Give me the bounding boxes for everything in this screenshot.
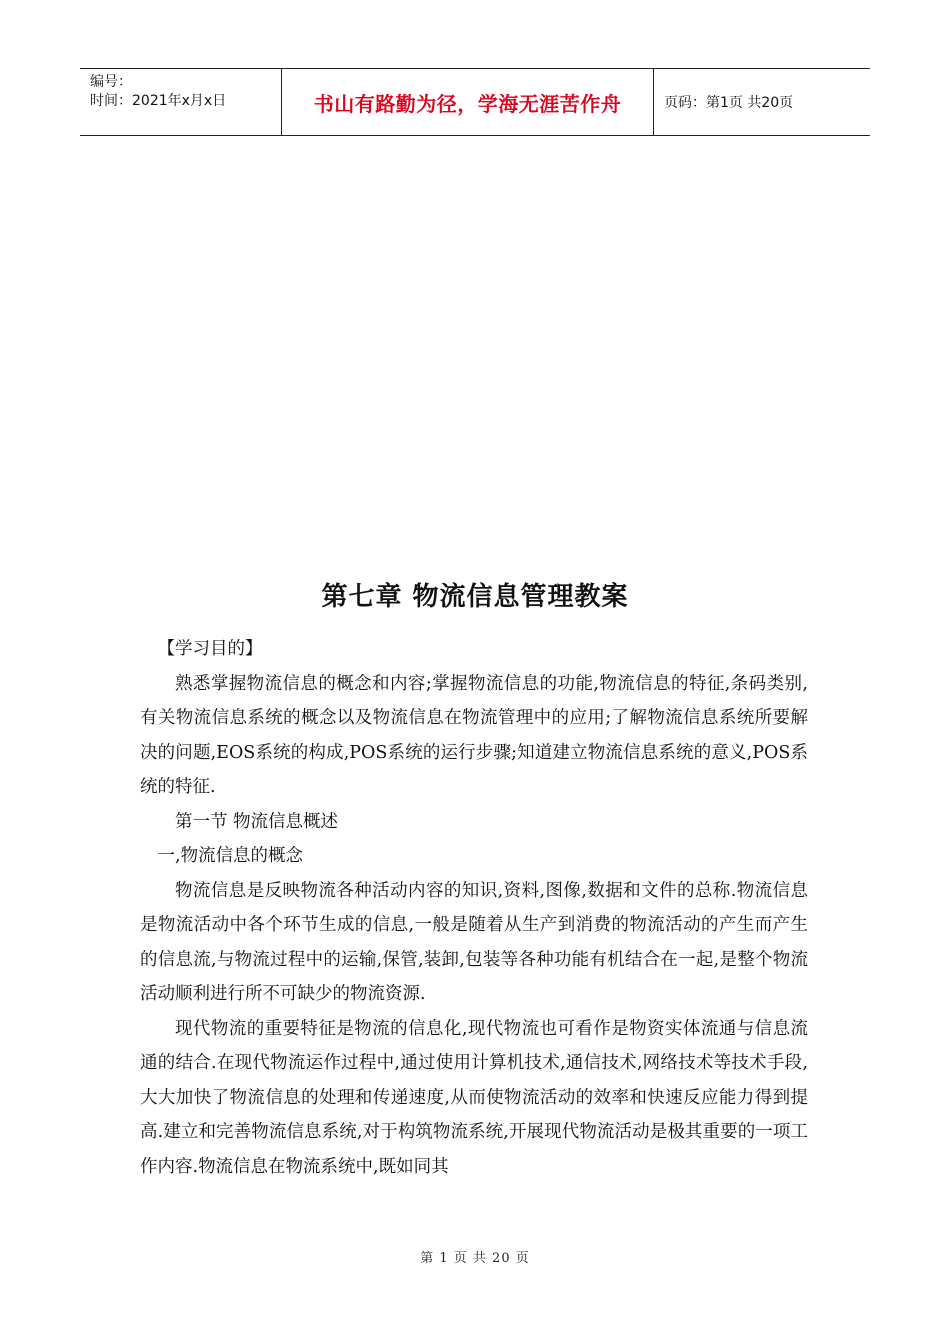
header-motto-cell: [282, 69, 654, 135]
page-info: 页码：第1页 共20页: [664, 95, 794, 111]
page-header: [80, 68, 870, 136]
header-page-cell: [654, 69, 870, 135]
body-paragraph: 物流信息是反映物流各种活动内容的知识,资料,图像,数据和文件的总称.物流信息是物流活动中各个环节生成的信息,一般是随着从生产到消费的物流活动的产生而产生的信息流,与物流过程中的运输,保管,装卸,包装等各种功能有机结合在一起,是整个物流活动顺利进行所不可缺少的物流资源.: [140, 880, 808, 1004]
document-title: 第七章 物流信息管理教案: [321, 582, 629, 612]
document-body: [140, 632, 808, 1184]
body-paragraph: 现代物流的重要特征是物流的信息化,现代物流也可看作是物资实体流通与信息流通的结合.在现代物流运作过程中,通过使用计算机技术,通信技术,网络技术等技术手段,大大加快了物流信息的处理和传递速度,从而使物流活动的效率和快速反应能力得到提高.建立和完善物流信息系统,对于构筑物流系统,开展现代物流活动是极其重要的一项工作内容.物流信息在物流系统中,既如同其: [140, 1018, 808, 1177]
serial-label: 编号：: [90, 74, 132, 90]
objectives-heading: 【学习目的】: [157, 639, 263, 659]
objectives-paragraph: 熟悉掌握物流信息的概念和内容;掌握物流信息的功能,物流信息的特征,条码类别,有关物流信息系统的概念以及物流信息在物流管理中的应用;了解物流信息系统所要解决的问题,EOS系统的构成,POS系统的运行步骤;知道建立物流信息系统的意义,POS系统的特征.: [140, 673, 808, 797]
time-label: 时间：2021年x月x日: [90, 93, 227, 109]
subsection-heading: 一,物流信息的概念: [157, 846, 304, 866]
section-heading: 第一节 物流信息概述: [175, 811, 339, 832]
header-meta-cell: [80, 69, 282, 135]
motto-text: 书山有路勤为径，学海无涯苦作舟: [313, 91, 622, 116]
page-footer: 第 1 页 共 20 页: [420, 1251, 530, 1266]
